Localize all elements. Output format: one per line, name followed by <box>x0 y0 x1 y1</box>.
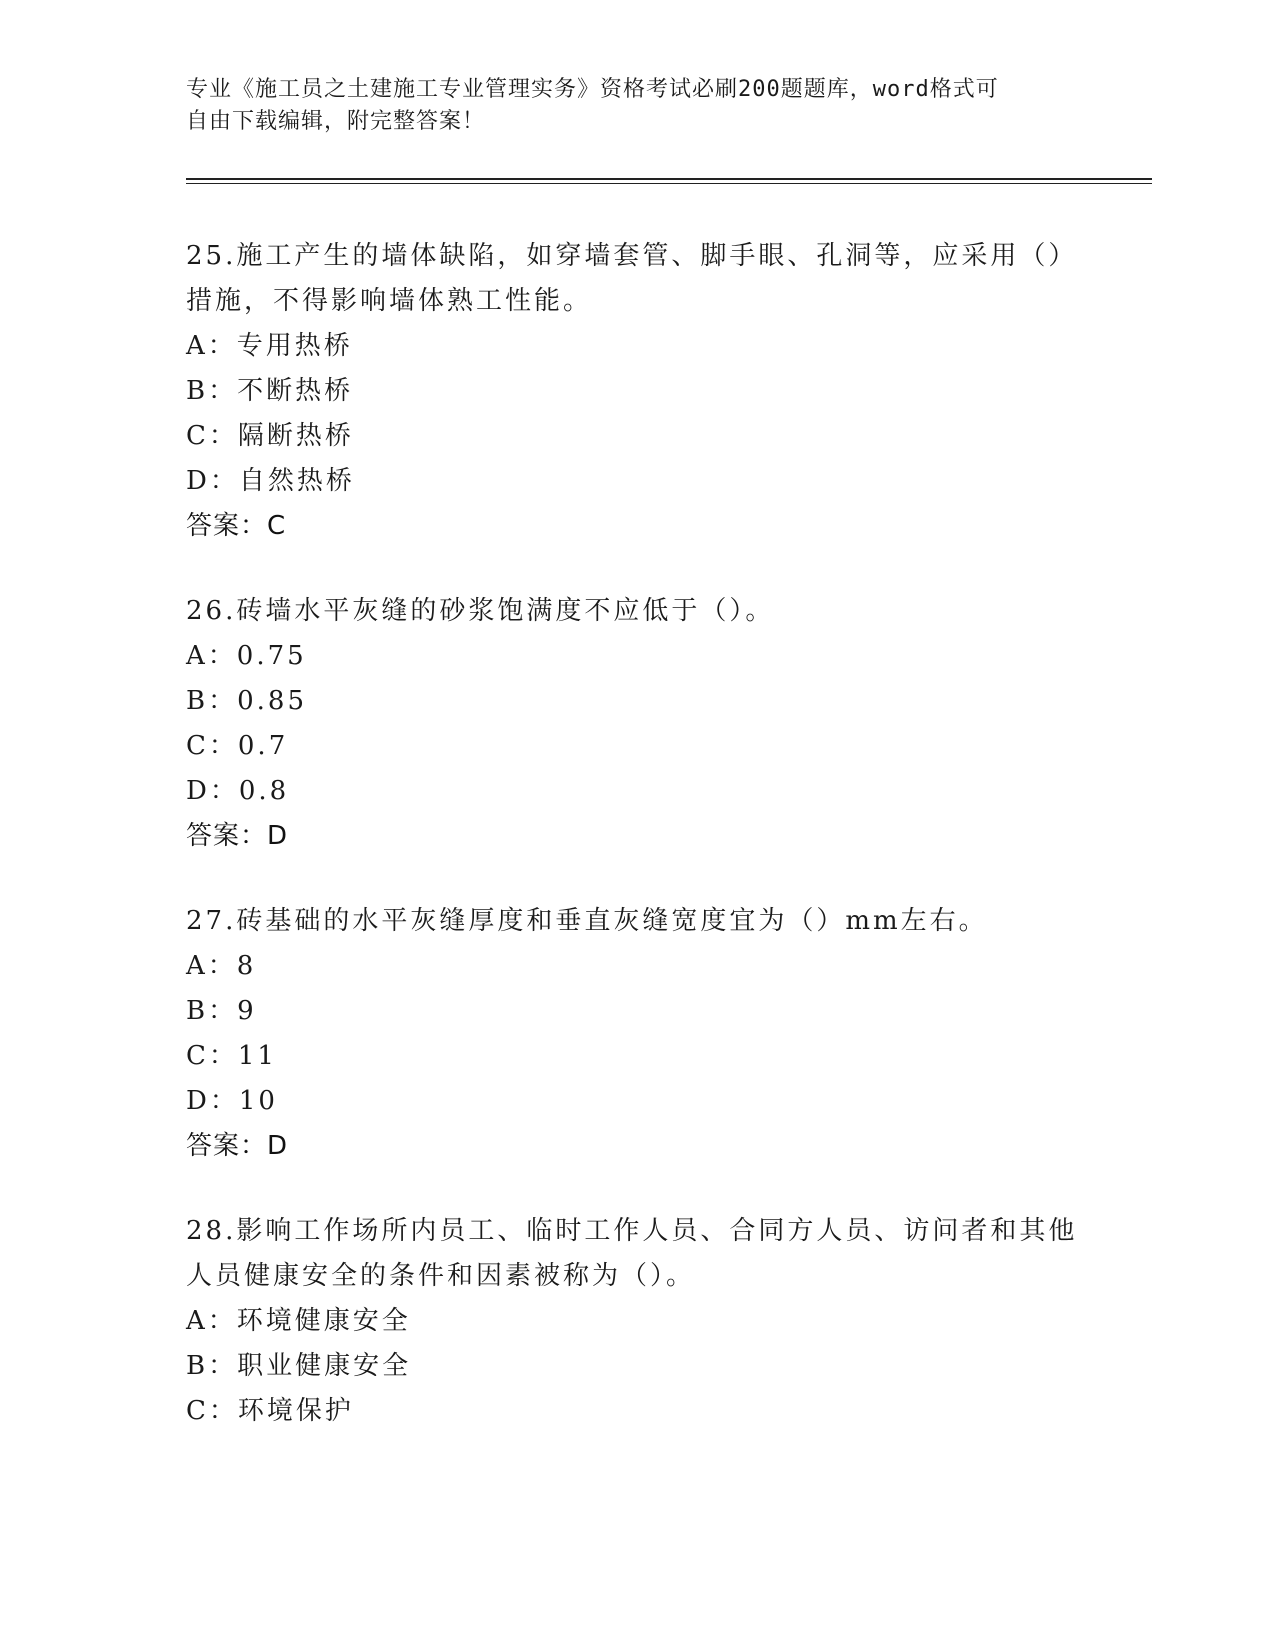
answer: 答案：C <box>186 511 287 541</box>
option-b: B：不断热桥 <box>186 376 354 406</box>
question-text-line-1: 27.砖基础的水平灰缝厚度和垂直灰缝宽度宜为（）mm左右。 <box>186 906 988 936</box>
question-25 <box>186 234 1086 549</box>
option-d: D：自然热桥 <box>186 466 355 496</box>
option-c: C：环境保护 <box>186 1396 354 1426</box>
option-c: C：0.7 <box>186 731 289 761</box>
option-a: A：0.75 <box>186 641 307 671</box>
document-header <box>186 74 1086 138</box>
header-line-2: 自由下载编辑，附完整答案！ <box>186 109 486 134</box>
question-list <box>186 234 1086 1474</box>
option-c: C：11 <box>186 1041 277 1071</box>
option-b: B：职业健康安全 <box>186 1351 412 1381</box>
question-text-line-1: 28.影响工作场所内员工、临时工作人员、合同方人员、访问者和其他 <box>186 1216 1078 1246</box>
question-text-line-1: 26.砖墙水平灰缝的砂浆饱满度不应低于（）。 <box>186 596 775 626</box>
question-text-line-2: 措施，不得影响墙体熟工性能。 <box>186 286 593 316</box>
option-a: A：专用热桥 <box>186 331 353 361</box>
question-27 <box>186 899 1086 1169</box>
question-28 <box>186 1209 1086 1434</box>
question-26 <box>186 589 1086 859</box>
header-divider-thick <box>186 178 1152 180</box>
question-text-line-2: 人员健康安全的条件和因素被称为（）。 <box>186 1261 696 1291</box>
option-a: A：环境健康安全 <box>186 1306 411 1336</box>
option-c: C：隔断热桥 <box>186 421 354 451</box>
option-b: B：0.85 <box>186 686 307 716</box>
option-a: A：8 <box>186 951 257 981</box>
option-d: D：10 <box>186 1086 278 1116</box>
header-divider-thin <box>186 183 1152 184</box>
option-d: D：0.8 <box>186 776 290 806</box>
option-b: B：9 <box>186 996 257 1026</box>
answer: 答案：D <box>186 1131 289 1161</box>
header-line-1: 专业《施工员之土建施工专业管理实务》资格考试必刷200题题库，word格式可 <box>186 77 999 102</box>
question-text-line-1: 25.施工产生的墙体缺陷，如穿墙套管、脚手眼、孔洞等，应采用（） <box>186 241 1078 271</box>
answer: 答案：D <box>186 821 289 851</box>
